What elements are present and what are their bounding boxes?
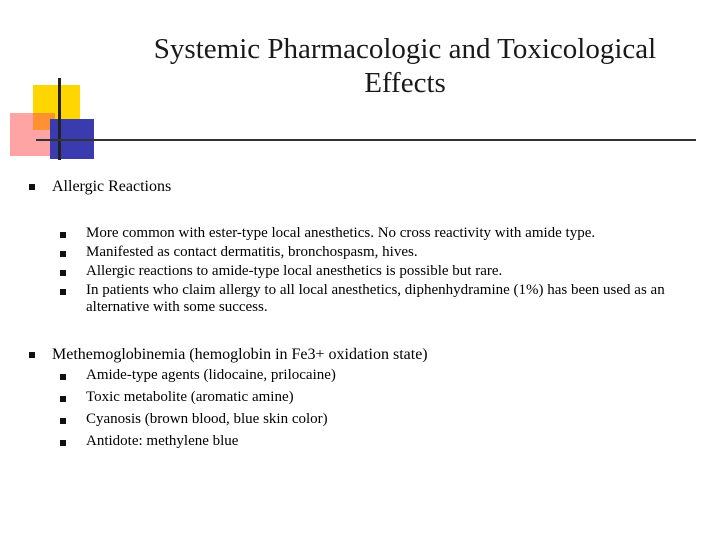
bullet-icon xyxy=(60,374,66,380)
list-item xyxy=(60,282,710,316)
list-item xyxy=(60,367,700,389)
list-item-text: More common with ester-type local anesthetics. No cross reactivity with amide type. xyxy=(86,225,596,241)
bullet-icon xyxy=(60,270,66,276)
decorative-vertical-line xyxy=(58,78,61,160)
bullet-icon xyxy=(60,289,66,295)
bullet-icon xyxy=(60,232,66,238)
list-item-text: Allergic reactions to amide-type local anesthetics is possible but rare. xyxy=(86,263,503,279)
section-bullet-icon xyxy=(29,352,35,358)
list-item xyxy=(60,225,710,242)
methemoglobinemia-items-list xyxy=(60,367,700,455)
allergic-items-list xyxy=(60,225,710,325)
list-item-text: Toxic metabolite (aromatic amine) xyxy=(86,389,294,405)
bullet-icon xyxy=(60,396,66,402)
section-heading-methemoglobinemia: Methemoglobinemia (hemoglobin in Fe3+ oxidation state) xyxy=(52,346,428,363)
slide-title xyxy=(100,32,710,100)
list-item-text: In patients who claim allergy to all local anesthetics, diphenhydramine (1%) has been used as an alternative with some success. xyxy=(86,282,665,315)
section-heading-allergic: Allergic Reactions xyxy=(52,178,172,195)
bullet-icon xyxy=(60,418,66,424)
slide-title-line-1: Systemic Pharmacologic and Toxicological xyxy=(153,33,657,65)
decorative-red-square xyxy=(10,113,55,156)
list-item-text: Amide-type agents (lidocaine, prilocaine) xyxy=(86,367,336,383)
list-item-text: Antidote: methylene blue xyxy=(86,433,239,449)
section-bullet-icon xyxy=(29,184,35,190)
list-item xyxy=(60,389,700,411)
title-underline xyxy=(36,139,696,141)
list-item-text: Manifested as contact dermatitis, bronchospasm, hives. xyxy=(86,244,418,260)
list-item xyxy=(60,244,710,261)
list-item xyxy=(60,433,700,455)
bullet-icon xyxy=(60,440,66,446)
list-item xyxy=(60,411,700,433)
slide-title-line-2: Effects xyxy=(364,67,446,99)
list-item xyxy=(60,263,710,280)
list-item-text: Cyanosis (brown blood, blue skin color) xyxy=(86,411,328,427)
bullet-icon xyxy=(60,251,66,257)
